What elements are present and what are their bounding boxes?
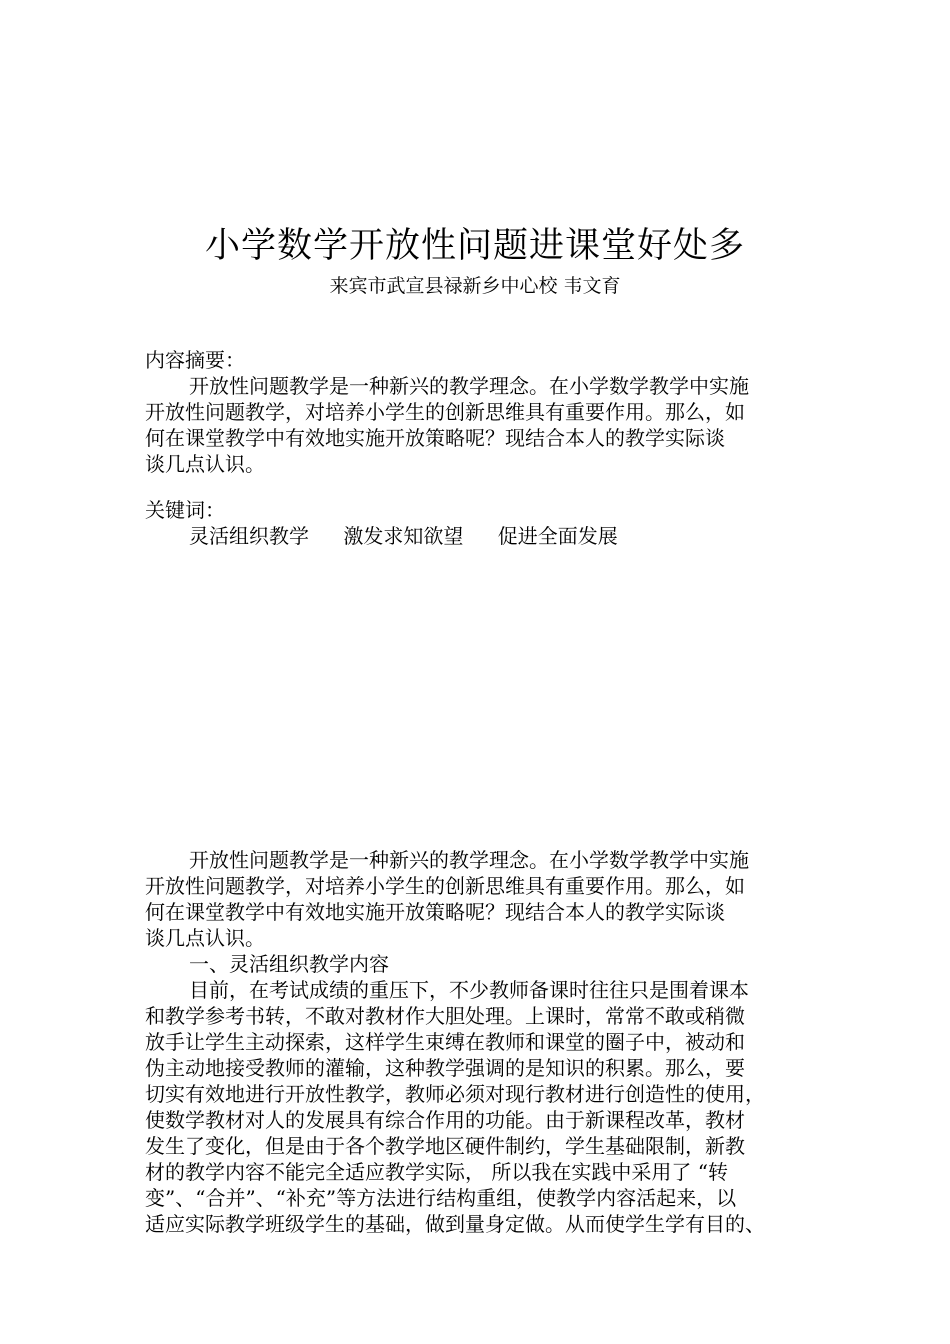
abstract-label: 内容摘要： [145,348,245,372]
text-line: 开放性问题教学是一种新兴的教学理念。在小学数学教学中实施 [189,848,749,872]
keywords-label: 关键词： [145,498,225,522]
text-line: 使数学教材对人的发展具有综合作用的功能。由于新课程改革，教材 [145,1108,745,1132]
document-title: 小学数学开放性问题进课堂好处多 [204,226,745,266]
text-line: 目前，在考试成绩的重压下，不少教师备课时往往只是围着课本 [189,978,749,1002]
author-line: 来宾市武宣县禄新乡中心校 韦文育 [329,275,621,297]
body-section [145,847,815,1237]
keywords-list [145,523,815,549]
text-line: 放手让学生主动探索，这样学生束缚在教师和课堂的圈子中，被动和 [145,1030,745,1054]
text-line: 谈几点认识。 [145,452,265,476]
keyword: 促进全面发展 [497,524,618,548]
intro-paragraph [145,847,815,951]
text-line: 何在课堂教学中有效地实施开放策略呢？现结合本人的教学实际谈 [145,426,725,450]
text-line: 伪主动地接受教师的灌输，这种教学强调的是知识的积累。那么，要 [145,1056,745,1080]
keywords-section [145,497,815,549]
abstract-paragraph [145,373,815,477]
section-heading: 一、灵活组织教学内容 [189,952,389,976]
text-line: 开放性问题教学，对培养小学生的创新思维具有重要作用。那么，如 [145,400,745,424]
text-line: 谈几点认识。 [145,926,265,950]
text-line: 变”、“合并”、“补充”等方法进行结构重组，使教学内容活起来，以 [145,1186,737,1210]
abstract-section [145,347,815,477]
text-line: 发生了变化，但是由于各个教学地区硬件制约，学生基础限制，新教 [145,1134,745,1158]
text-line: 开放性问题教学，对培养小学生的创新思维具有重要作用。那么，如 [145,874,745,898]
text-line: 何在课堂教学中有效地实施开放策略呢？现结合本人的教学实际谈 [145,900,725,924]
text-line: 开放性问题教学是一种新兴的教学理念。在小学数学教学中实施 [189,374,749,398]
section1-paragraph [145,977,815,1237]
text-line: 和教学参考书转，不敢对教材作大胆处理。上课时，常常不敢或稍微 [145,1004,745,1028]
keyword: 激发求知欲望 [343,524,464,548]
keyword: 灵活组织教学 [189,524,309,548]
text-line: 切实有效地进行开放性教学，教师必须对现行教材进行创造性的使用， [145,1082,765,1106]
text-line: 适应实际教学班级学生的基础，做到量身定做。从而使学生学有目的、 [145,1212,765,1236]
text-line: 材的教学内容不能完全适应教学实际， 所以我在实践中采用了 “转 [145,1160,728,1184]
